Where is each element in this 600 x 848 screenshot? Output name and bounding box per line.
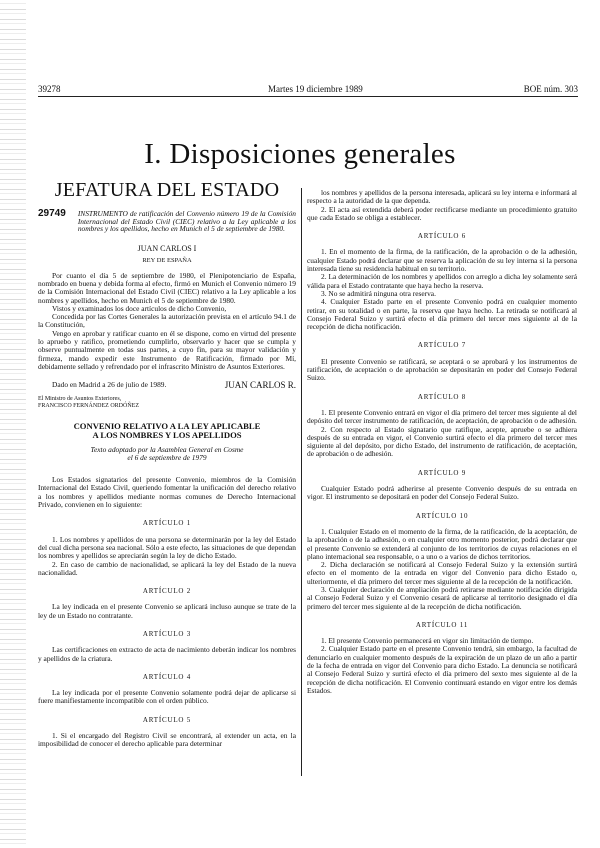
article-paragraph: 2. Con respecto al Estado signatario que ratifique, acepte, apruebe o se adhiera después de su entrada en vigor, el Convenio surtirá efecto el día primero del tercer mes siguiente al del depósito, por dicho Estado, del instrumento de ratificación, de aceptación, de aprobación o de adhesión. (307, 424, 577, 459)
continuation-paragraph: los nombres y apellidos de la persona interesada, aplicará su ley interna e informará al respecto a la autoridad de la que dependa. (307, 188, 577, 206)
preamble-paragraph: Concedida por las Cortes Generales la autorización prevista en el artículo 94.1 de la Constitución, (38, 312, 296, 330)
article-paragraph: La ley indicada en el presente Convenio se aplicará incluso aunque se trate de la ley de un Estado no contratante. (38, 602, 296, 620)
article-heading: ARTÍCULO 10 (415, 511, 469, 520)
article-paragraph: 1. Si el encargado del Registro Civil se encontrará, al extender un acta, en la imposibilidad de conocer el derecho aplicable para determinar (38, 731, 296, 749)
continuation-paragraph: 2. El acta así extendida deberá poder rectificarse mediante un procedimiento gratuito que cada Estado se obliga a establecer. (307, 204, 577, 222)
given-date: Dado en Madrid a 26 de julio de 1989. (52, 380, 167, 390)
article-heading: ARTÍCULO 9 (417, 468, 467, 477)
right-column (307, 189, 577, 695)
adopted-line2: el 6 de septiembre de 1979 (127, 452, 207, 462)
right-articles (307, 232, 577, 695)
royal-signature: JUAN CARLOS R. (224, 380, 296, 391)
adopted-line1: Texto adoptado por la Asamblea General en Cosme (90, 444, 244, 454)
entry-number: 29749 (38, 208, 66, 220)
section-heading: JEFATURA DEL ESTADO (54, 179, 280, 201)
convention-title-line2: A LOS NOMBRES Y LOS APELLIDOS (92, 429, 242, 440)
article-heading: ARTÍCULO 3 (142, 629, 192, 638)
article-heading: ARTÍCULO 1 (142, 519, 192, 528)
preamble-paragraph: Por cuanto el día 5 de septiembre de 1980, el Plenipotenciario de España, nombrado en buena y debida forma al efecto, firmó en Munich el Convenio número 19 de la Comisión Internacional del Estado Civil (CIEC) relativo a la Ley aplicable a los nombres y apellidos, hecho en Munich el 5 de septiembre de 1980. (38, 270, 296, 305)
convention-intro: Los Estados signatarios del presente Convenio, miembros de la Comisión Internacional del Estado Civil, queriendo fomentar la unificación del derecho relativo a los nombres y apellidos mediante normas comunes de Derecho Internacional Privado, convienen en lo siguiente: (38, 475, 296, 510)
article-paragraph: 1. El presente Convenio entrará en vigor el día primero del tercer mes siguiente al del depósito del tercer instrumento de ratificación, de aceptación, de aprobación o de adhesión. (307, 407, 577, 426)
issue-date: Martes 19 diciembre 1989 (268, 84, 363, 94)
article-paragraph: 1. Cualquier Estado en el momento de la firma, de la ratificación, de la aceptación, de la aprobación o de la adhesión, o en cualquier otro momento posterior, podrá declarar que el presente Convenio se extenderá al conjunto de los territorios de cuyas relaciones en el plano internacional sea responsable, o a uno o a varios de dichos territorios. (307, 526, 577, 561)
left-column (38, 179, 296, 749)
minister-name: FRANCISCO FERNÁNDEZ ORDÓÑEZ (38, 402, 140, 409)
issue-number: BOE núm. 303 (523, 84, 578, 94)
article-paragraph: Cualquier Estado podrá adherirse al presente Convenio después de su entrada en vigor. El instrumento se depositará en poder del Consejo Federal Suizo. (307, 484, 577, 502)
convention-title (38, 422, 296, 440)
article-paragraph: 3. No se admitirá ninguna otra reserva. (321, 288, 436, 298)
continuation (307, 189, 577, 222)
page-number: 39278 (38, 84, 61, 94)
article-heading: ARTÍCULO 4 (142, 672, 192, 681)
page-header (38, 84, 578, 97)
article-heading: ARTÍCULO 8 (417, 392, 467, 401)
king-name: JUAN CARLOS I (137, 244, 197, 254)
article-heading: ARTÍCULO 5 (142, 715, 192, 724)
entry-summary: INSTRUMENTO de ratificación del Convenio número 19 de la Comisión Internacional del Estado Civil (CIEC) relativo a la Ley aplicable a los nombres y los apellidos, hecho en Munich el 5 de septiembre de 1980. (77, 209, 296, 234)
preamble (38, 272, 296, 372)
signature-block (38, 381, 296, 389)
article-paragraph: 1. Los nombres y apellidos de una persona se determinarán por la ley del Estado del cual dicha persona sea nacional. Sólo a este efecto, las situaciones de que dependan los nombres y apellidos se apreciarán según la ley de dicho Estado. (38, 534, 296, 561)
article-heading: ARTÍCULO 6 (417, 232, 467, 241)
king-title: REY DE ESPAÑA (142, 257, 192, 265)
scan-edge-noise (0, 0, 26, 848)
entry (38, 210, 296, 233)
preamble-paragraph: Vengo en aprobar y ratificar cuanto en él se dispone, como en virtud del presente lo apruebo y ratifico, prometiendo cumplirlo, observarlo y hacer que se cumpla y observe puntualmente en todas sus partes, a cuyo fin, para su mayor validación y firmeza, mando expedir este Instrumento de Ratificación, firmado por Mí, debidamente sellado y refrendado por el infrascrito Ministro de Asuntos Exteriores. (38, 328, 296, 371)
page-title: I. Disposiciones generales (144, 138, 456, 170)
convention-title-line1: CONVENIO RELATIVO A LA LEY APLICABLE (73, 420, 261, 431)
article-paragraph: El presente Convenio se ratificará, se aceptará o se aprobará y los instrumentos de ratificación, de aceptación o de aprobación se depositarán en poder del Consejo Federal Suizo. (307, 356, 577, 383)
column-divider (301, 188, 302, 776)
article-paragraph: 2. En caso de cambio de nacionalidad, se aplicará la ley del Estado de la nueva nacionalidad. (38, 559, 296, 577)
article-paragraph: 2. Dicha declaración se notificará al Consejo Federal Suizo y la extensión surtirá efecto en el momento de la entrada en vigor del Convenio para dicho Estado o, ulteriormente, el día primero del tercer mes siguiente al de la recepción de la notificación. (307, 560, 577, 586)
article-paragraph: 2. Cualquier Estado parte en el presente Convenio tendrá, sin embargo, la facultad de denunciarlo en cualquier momento después de la expiración de un plazo de un año a partir de la fecha de entrada en vigor del Convenio para dicho Estado. La denuncia se notificará al Consejo Federal Suizo y surtirá efecto el día primero del sexto mes siguiente al de la recepción de dicha notificación. El Convenio continuará estando en vigor entre los demás Estados. (307, 644, 577, 695)
left-articles (38, 519, 296, 748)
article-heading: ARTÍCULO 7 (417, 341, 467, 350)
article-paragraph: 3. Cualquier declaración de ampliación podrá retirarse mediante notificación dirigida al Consejo Federal Suizo y el Convenio cesará de aplicarse al territorio designado el día primero del tercer mes siguiente al de la recepción de dicha notificación. (307, 584, 577, 611)
article-heading: ARTÍCULO 2 (142, 587, 192, 596)
minister-title: El Ministro de Asuntos Exteriores, (38, 395, 122, 402)
article-paragraph: Las certificaciones en extracto de acta de nacimiento deberán indicar los nombres y apellidos de la criatura. (38, 645, 296, 663)
preamble-paragraph: Vistos y examinados los doce artículos de dicho Convenio, (52, 303, 227, 313)
article-paragraph: 4. Cualquier Estado parte en el presente Convenio podrá en cualquier momento retirar, en su totalidad o en parte, la reserva que haya hecho. La retirada se notificará al Consejo Federal Suizo y surtirá efecto el día primero del tercer mes siguiente al de la recepción de dicha notificación. (307, 297, 577, 332)
article-paragraph: 1. En el momento de la firma, de la ratificación, de la aprobación o de la adhesión, cualquier Estado podrá declarar que se reserva la aplicación de su ley interna si la persona interesada tiene su residencia habitual en su territorio. (307, 247, 577, 274)
article-paragraph: 1. El presente Convenio permanecerá en vigor sin limitación de tiempo. (321, 636, 534, 646)
article-heading: ARTÍCULO 11 (415, 620, 469, 629)
article-paragraph: 2. La determinación de los nombres y apellidos con arreglo a dicha ley solamente será válida para el Estado contratante que haya hecho la reserva. (307, 272, 577, 290)
article-paragraph: La ley indicada por el presente Convenio solamente podrá dejar de aplicarse si fuere manifiestamente incompatible con el orden público. (38, 688, 296, 706)
